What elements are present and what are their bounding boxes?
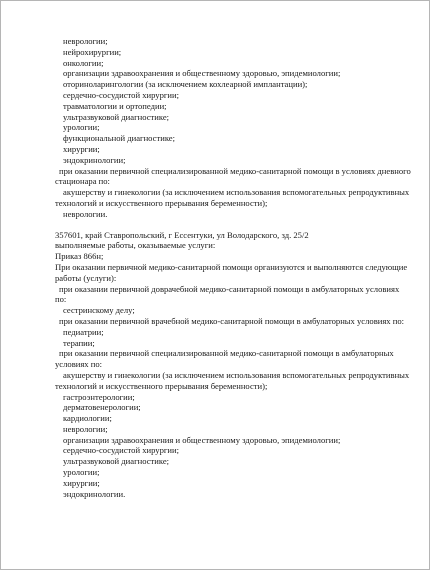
list-item: терапии; [63,337,95,348]
list-item: оториноларингологии (за исключением кохлеарной имплантации); [63,79,308,90]
list-item: организации здравоохранения и общественному здоровью, эпидемиологии; [63,434,341,445]
list-item: кардиологии; [63,413,112,424]
intro-line-cont: работы (услуги): [55,272,117,283]
list-item: эндокринологии. [63,488,126,499]
list-item: нейрохирургии; [63,46,122,57]
address: 357601, край Ставропольский, г Ессентуки, ул Володарского, зд. 25/2 [55,229,309,240]
list-item: эндокринологии; [63,154,126,165]
paragraph-gap [1,220,429,230]
works-line: выполняемые работы, оказываемые услуги: [55,240,216,251]
list-item: неврологии; [63,423,108,434]
list-item: сердечно-сосудистой хирургии; [63,89,180,100]
list-item: неврологии. [63,208,108,219]
list-item: ультразвуковой диагностике; [63,111,170,122]
day-hospital-heading-cont: стационара по: [55,176,110,187]
day-hospital-heading: при оказании первичной специализированной медико-санитарной помощи в условиях дневного [59,165,411,176]
list-item: педиатрии; [63,326,104,337]
list-item: травматологии и ортопедии; [63,100,167,111]
list-item: сестринскому делу; [63,305,135,316]
order-line: Приказ 866н; [55,251,104,262]
specialized-heading: при оказании первичной специализированной медико-санитарной помощи в амбулаторных [59,348,394,359]
obstetrics-item-cont: технологий и искусственного прерывания беременности); [55,197,268,208]
list-item: урологии; [63,467,100,478]
specialized-heading-cont: условиях по: [55,359,103,370]
premedical-heading: при оказании первичной доврачебной медико-санитарной помощи в амбулаторных условиях [59,283,400,294]
obstetrics-item: акушерству и гинекологии (за исключением использования вспомогательных репродуктивных [63,369,410,380]
list-item: дерматовенерологии; [63,402,141,413]
list-item: ультразвуковой диагностике; [63,456,170,467]
list-item: функциональной диагностике; [63,133,176,144]
list-item: неврологии; [63,36,108,46]
list-item: хирургии; [63,477,100,488]
obstetrics-item-cont: технологий и искусственного прерывания беременности); [55,380,268,391]
list-item: сердечно-сосудистой хирургии; [63,445,180,456]
intro-line: При оказании первичной медико-санитарной помощи организуются и выполняются следующие [55,261,408,272]
list-item: онкологии; [63,57,104,68]
list-item: организации здравоохранения и общественному здоровью, эпидемиологии; [63,68,341,79]
list-item: урологии; [63,122,100,133]
document-content [1,36,429,499]
list-item: хирургии; [63,143,100,154]
primary-doctor-heading: при оказании первичной врачебной медико-санитарной помощи в амбулаторных условиях по: [59,315,405,326]
premedical-heading-cont: по: [55,294,67,305]
obstetrics-item: акушерству и гинекологии (за исключением использования вспомогательных репродуктивных [63,187,410,198]
list-item: гастроэнтерологии; [63,391,135,402]
